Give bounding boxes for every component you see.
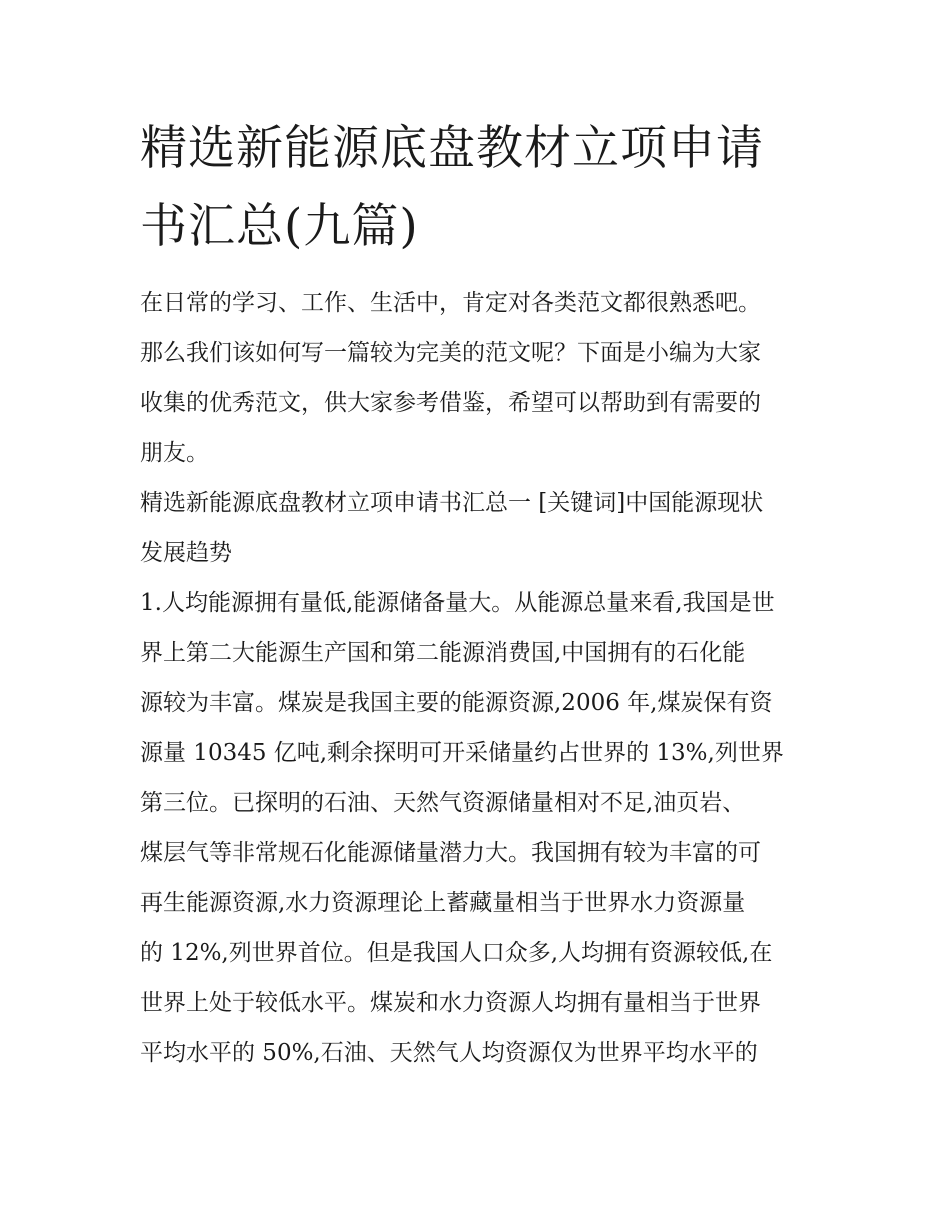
document-title: 精选新能源底盘教材立项申请 书汇总(九篇): [140, 121, 764, 254]
document-page: [140, 110, 820, 1078]
body-paragraph: 1.人均能源拥有量低,能源储备量大。从能源总量来看,我国是世 界上第二大能源生产国和第二能源消费国,中国拥有的石化能 源较为丰富。煤炭是我国主要的能源资源,2006 年,煤炭保有资 源量 10345 亿吨,剩余探明可开采储量约占世界的 13%,列世界 第三位。已探明的石油、天然气资源储量相对不足,油页岩、 煤层气等非常规石化能源储量潜力大。我国拥有较为丰富的可 再生能源资源,水力资源理论上蓄藏量相当于世界水力资源量 的 12%,列世界首位。但是我国人口众多,人均拥有资源较低,在 世界上处于较低水平。煤炭和水力资源人均拥有量相当于世界 平均水平的 50%,石油、天然气人均资源仅为世界平均水平的: [140, 590, 784, 1066]
section-heading-paragraph: 精选新能源底盘教材立项申请书汇总一 [关键词]中国能源现状 发展趋势: [140, 490, 764, 566]
intro-paragraph: 在日常的学习、工作、生活中，肯定对各类范文都很熟悉吧。 那么我们该如何写一篇较为完美的范文呢？下面是小编为大家 收集的优秀范文，供大家参考借鉴，希望可以帮助到有需要的 朋友。: [140, 290, 761, 466]
